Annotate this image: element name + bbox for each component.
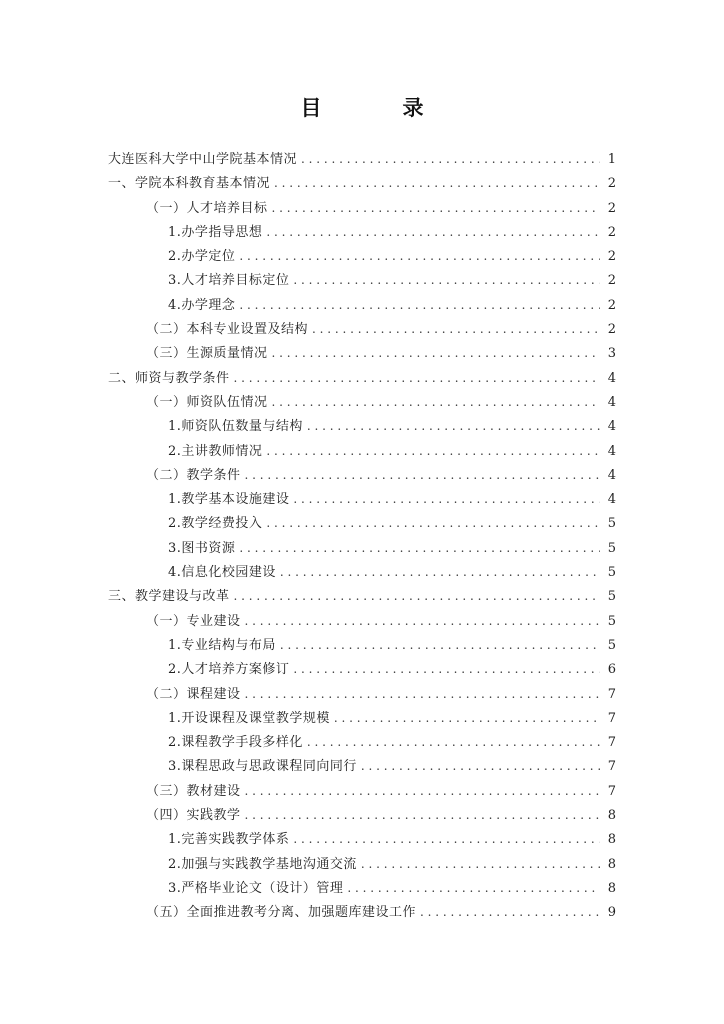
toc-entry[interactable] <box>108 657 616 681</box>
toc-entry-title: 1.教学基本设施建设 <box>168 492 290 508</box>
toc-page-number: 2 <box>607 273 616 289</box>
toc-entry-title: （一）人才培养目标 <box>146 200 268 216</box>
toc-dot-leader <box>334 706 600 730</box>
toc-entry[interactable] <box>108 220 616 244</box>
toc-dot-leader <box>312 317 600 341</box>
toc-dot-leader <box>234 584 600 608</box>
toc-page-number: 8 <box>607 880 616 896</box>
toc-entry[interactable] <box>108 730 616 754</box>
toc-page-number: 4 <box>607 492 616 508</box>
toc-dot-leader <box>266 439 600 463</box>
toc-dot-leader <box>280 560 600 584</box>
toc-entry-title: （二）教学条件 <box>146 467 241 483</box>
toc-entry[interactable] <box>108 147 616 171</box>
toc-page-number: 5 <box>607 565 616 581</box>
toc-entry-title: 1.师资队伍数量与结构 <box>168 419 303 435</box>
toc-dot-leader <box>245 609 600 633</box>
toc-dot-leader <box>266 511 600 535</box>
toc-dot-leader <box>280 633 600 657</box>
toc-dot-leader <box>361 754 600 778</box>
toc-page-number: 1 <box>607 152 616 167</box>
toc-entry[interactable] <box>108 439 616 463</box>
toc-entry[interactable] <box>108 196 616 220</box>
toc-page-number: 2 <box>607 224 616 240</box>
toc-entry-title: 2.办学定位 <box>168 249 236 265</box>
toc-page-number: 5 <box>607 589 616 605</box>
toc-page-number: 2 <box>607 322 616 338</box>
toc-page-number: 7 <box>607 759 616 775</box>
toc-dot-leader <box>272 196 600 220</box>
toc-entry[interactable] <box>108 390 616 414</box>
toc-dot-leader <box>245 779 600 803</box>
toc-dot-leader <box>420 900 600 924</box>
toc-entry-title: 2.主讲教师情况 <box>168 443 263 459</box>
toc-dot-leader <box>272 390 600 414</box>
toc-page-number: 8 <box>607 832 616 848</box>
toc-entry-title: 2.课程教学手段多样化 <box>168 735 303 751</box>
toc-page-number: 2 <box>607 200 616 216</box>
toc-entry-title: 1.完善实践教学体系 <box>168 832 290 848</box>
toc-entry[interactable] <box>108 317 616 341</box>
toc-dot-leader <box>347 876 600 900</box>
toc-entry[interactable] <box>108 803 616 827</box>
toc-entry-title: （一）专业建设 <box>146 613 241 629</box>
toc-entry[interactable] <box>108 584 616 608</box>
toc-dot-leader <box>274 171 600 195</box>
toc-entry-title: 3.图书资源 <box>168 540 236 556</box>
toc-entry[interactable] <box>108 463 616 487</box>
toc-page-number: 4 <box>607 370 616 386</box>
toc-page-number: 7 <box>607 735 616 751</box>
toc-entry[interactable] <box>108 487 616 511</box>
toc-entry-title: （三）生源质量情况 <box>146 346 268 362</box>
toc-entry-title: 二、师资与教学条件 <box>108 370 230 386</box>
toc-dot-leader <box>239 536 600 560</box>
toc-dot-leader <box>293 487 600 511</box>
toc-entry[interactable] <box>108 876 616 900</box>
toc-entry-title: （一）师资队伍情况 <box>146 394 268 410</box>
toc-entry-title: 2.人才培养方案修订 <box>168 662 290 678</box>
toc-dot-leader <box>245 682 600 706</box>
toc-page-number: 5 <box>607 613 616 629</box>
toc-entry[interactable] <box>108 171 616 195</box>
toc-page-number: 7 <box>607 686 616 702</box>
table-of-contents <box>108 147 616 925</box>
toc-page-number: 2 <box>607 176 616 192</box>
toc-dot-leader <box>245 803 600 827</box>
toc-dot-leader <box>245 463 600 487</box>
toc-page-number: 5 <box>607 516 616 532</box>
toc-entry[interactable] <box>108 560 616 584</box>
toc-page-number: 7 <box>607 710 616 726</box>
toc-entry-title: 4.办学理念 <box>168 297 236 313</box>
toc-dot-leader <box>272 341 600 365</box>
toc-entry-title: 3.课程思政与思政课程同向同行 <box>168 759 357 775</box>
toc-entry-title: 1.专业结构与布局 <box>168 637 276 653</box>
toc-entry[interactable] <box>108 609 616 633</box>
toc-entry-title: 三、教学建设与改革 <box>108 589 230 605</box>
toc-entry[interactable] <box>108 827 616 851</box>
toc-entry-title: （三）教材建设 <box>146 783 241 799</box>
toc-entry[interactable] <box>108 900 616 924</box>
toc-entry-title: （二）课程建设 <box>146 686 241 702</box>
toc-entry-title: 4.信息化校园建设 <box>168 565 276 581</box>
toc-dot-leader <box>301 147 600 171</box>
toc-entry[interactable] <box>108 536 616 560</box>
toc-dot-leader <box>307 730 600 754</box>
toc-page-number: 4 <box>607 394 616 410</box>
toc-page-number: 4 <box>607 419 616 435</box>
toc-entry-title: 1.办学指导思想 <box>168 224 263 240</box>
toc-entry[interactable] <box>108 366 616 390</box>
toc-entry-title: 3.严格毕业论文（设计）管理 <box>168 880 344 896</box>
toc-dot-leader <box>239 244 600 268</box>
toc-entry[interactable] <box>108 754 616 778</box>
toc-dot-leader <box>239 293 600 317</box>
toc-dot-leader <box>293 827 600 851</box>
toc-page-number: 9 <box>607 905 616 921</box>
toc-entry[interactable] <box>108 706 616 730</box>
toc-entry[interactable] <box>108 244 616 268</box>
toc-entry-title: 3.人才培养目标定位 <box>168 273 290 289</box>
toc-entry[interactable] <box>108 414 616 438</box>
toc-page-number: 8 <box>607 808 616 824</box>
toc-entry[interactable] <box>108 268 616 292</box>
toc-entry-title: 一、学院本科教育基本情况 <box>108 176 271 192</box>
toc-entry[interactable] <box>108 852 616 876</box>
toc-dot-leader <box>293 268 600 292</box>
toc-entry-title: 2.教学经费投入 <box>168 516 263 532</box>
toc-page-number: 2 <box>607 297 616 313</box>
toc-page-number: 6 <box>607 662 616 678</box>
toc-dot-leader <box>293 657 600 681</box>
toc-entry[interactable] <box>108 779 616 803</box>
toc-entry-title: 2.加强与实践教学基地沟通交流 <box>168 856 357 872</box>
toc-entry[interactable] <box>108 341 616 365</box>
toc-entry-title: （四）实践教学 <box>146 808 241 824</box>
toc-page-number: 7 <box>607 783 616 799</box>
toc-page-number: 4 <box>607 467 616 483</box>
toc-entry-title: 大连医科大学中山学院基本情况 <box>108 152 298 167</box>
toc-dot-leader <box>266 220 600 244</box>
toc-entry[interactable] <box>108 633 616 657</box>
toc-entry-title: （二）本科专业设置及结构 <box>146 322 309 338</box>
toc-entry[interactable] <box>108 511 616 535</box>
toc-page-number: 3 <box>607 346 616 362</box>
toc-page-number: 2 <box>607 249 616 265</box>
toc-page-number: 5 <box>607 637 616 653</box>
toc-page-number: 4 <box>607 443 616 459</box>
toc-entry[interactable] <box>108 682 616 706</box>
toc-page-number: 5 <box>607 540 616 556</box>
toc-entry-title: （五）全面推进教考分离、加强题库建设工作 <box>146 905 417 921</box>
page-title: 目 录 <box>300 96 454 120</box>
toc-entry-title: 1.开设课程及课堂教学规模 <box>168 710 330 726</box>
toc-page-number: 8 <box>607 856 616 872</box>
toc-dot-leader <box>307 414 600 438</box>
toc-dot-leader <box>234 366 600 390</box>
toc-entry[interactable] <box>108 293 616 317</box>
toc-dot-leader <box>361 852 600 876</box>
